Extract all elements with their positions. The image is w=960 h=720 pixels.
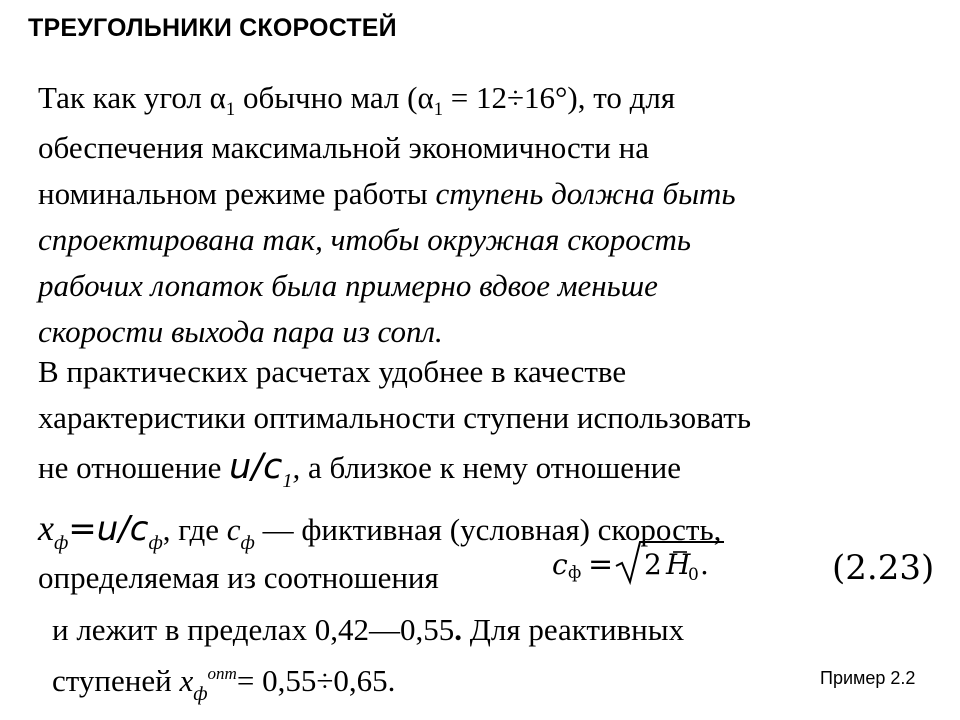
equation-number: (2.23) [832, 548, 935, 588]
text-span: , где [162, 512, 227, 547]
paragraph-1-line-1 [38, 80, 675, 128]
x-phi-symbol: x [38, 508, 54, 548]
formula-equals: = [588, 547, 614, 582]
subscript: ф [240, 532, 255, 555]
text-span: — фиктивная (условная) скорость, [254, 512, 722, 547]
text-span: = 12÷16°), то для [443, 80, 676, 115]
text-span: не отношение [38, 450, 230, 485]
slide-title: ТРЕУГОЛЬНИКИ СКОРОСТЕЙ [28, 14, 397, 42]
paragraph-1-line-5: рабочих лопаток была примерно вдвое меньше [38, 268, 658, 303]
text-span: и лежит в пределах 0,42—0,55 [52, 612, 455, 647]
subscript: 1 [282, 470, 293, 493]
paragraph-2-line-1: В практических расчетах удобнее в качестве [38, 354, 627, 389]
paragraph-3-line-1 [52, 612, 684, 648]
paragraph-1-line-6: скорости выхода пара из сопл. [38, 314, 443, 349]
ratio-u-c-phi: =u/c [68, 509, 149, 549]
subscript: ф [193, 682, 208, 705]
subscript: 1 [433, 99, 444, 121]
paragraph-2-line-3 [38, 449, 681, 499]
text-span: Так как угол α [38, 80, 226, 115]
example-label: Пример 2.2 [820, 668, 916, 688]
paragraph-1-line-3 [38, 176, 736, 212]
formula-H: H [666, 548, 691, 581]
paragraph-2-line-5: определяемая из соотношения [38, 560, 439, 595]
text-span: = 0,55÷0,65. [236, 662, 396, 698]
bold-period: . [454, 612, 462, 647]
formula-c-sub: ф [568, 563, 582, 583]
text-span: Для реактивных [461, 612, 685, 647]
paragraph-1-line-4: спроектирована так, чтобы окружная скорость [38, 222, 692, 257]
paragraph-2-line-2: характеристики оптимальности ступени использовать [38, 400, 751, 435]
formula-coef: 2 [644, 548, 662, 581]
italic-text: ступень должна быть [435, 176, 736, 211]
paragraph-1-line-2: обеспечения максимальной экономичности на [38, 130, 649, 165]
subscript: ф [148, 532, 163, 555]
text-span: а близкое к нему отношение [300, 450, 681, 485]
formula-H-sub: 0 [688, 565, 699, 585]
formula-dot: . [700, 548, 709, 581]
ratio-u-c1: u/c [229, 447, 283, 487]
text-span: номинальном режиме работы [38, 176, 436, 211]
comma: , [292, 450, 301, 485]
paragraph-3-line-2 [52, 656, 395, 712]
x-phi-opt-symbol: x [179, 662, 194, 698]
subscript: ф [53, 532, 69, 555]
text-span: обычно мал (α [235, 80, 434, 115]
formula-c: c [552, 548, 568, 581]
c-phi-symbol: c [226, 512, 241, 547]
text-span: ступеней [52, 662, 180, 698]
subscript: 1 [225, 99, 236, 121]
formula-c-phi [548, 538, 738, 586]
superscript: опт [207, 664, 237, 683]
